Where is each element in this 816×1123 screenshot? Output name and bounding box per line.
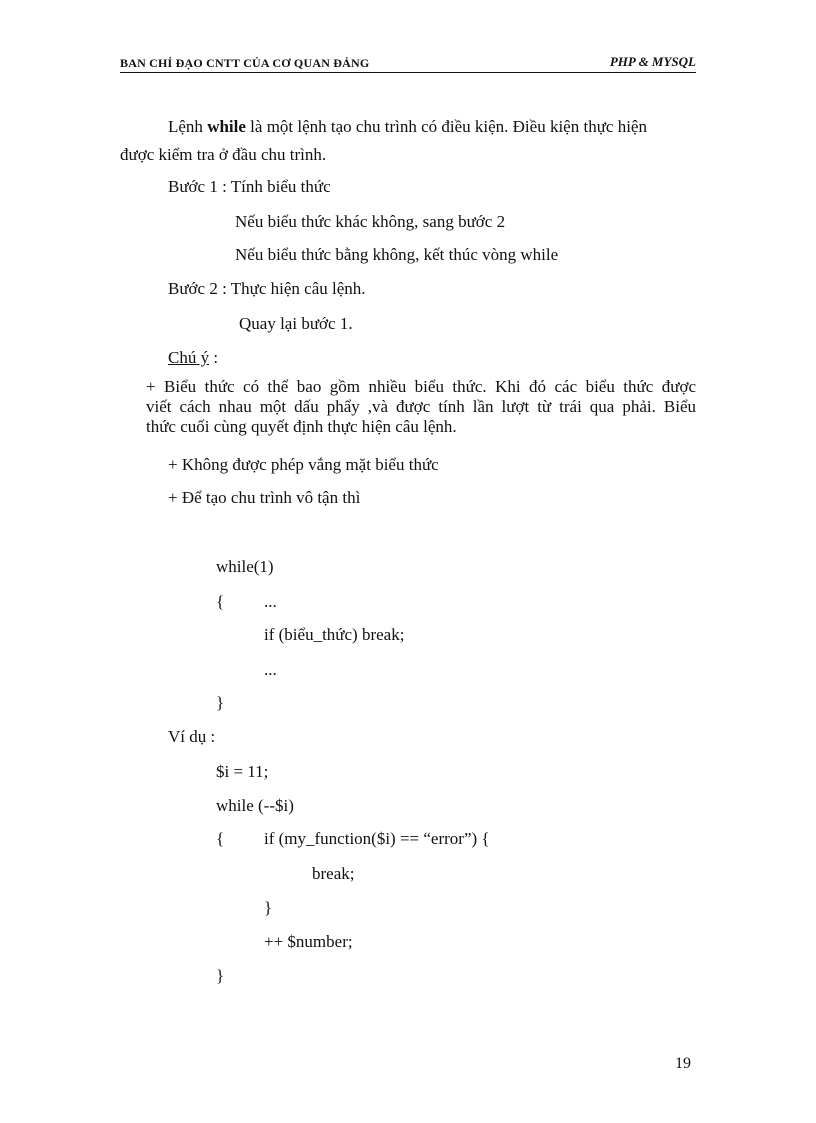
note-heading-suffix: : <box>209 348 219 367</box>
note-bullet-1-line-3: thức cuối cùng quyết định thực hiện câu lệnh. <box>146 417 457 436</box>
step-1-option-a: Nếu biểu thức khác không, sang bước 2 <box>235 212 506 231</box>
code1-while: while(1) <box>216 557 274 576</box>
intro-keyword: while <box>207 117 246 136</box>
example-inner-brace-close: } <box>264 898 273 917</box>
step-1-option-b: Nếu biểu thức bằng không, kết thúc vòng while <box>235 245 559 264</box>
note-heading <box>168 348 218 368</box>
example-increment: ++ $number; <box>264 932 353 951</box>
code1-ellipsis-2: ... <box>264 660 277 679</box>
step-2: Bước 2 : Thực hiện câu lệnh. <box>168 279 366 298</box>
code1-ellipsis-1: ... <box>264 592 277 611</box>
header-organization: BAN CHỈ ĐẠO CNTT CỦA CƠ QUAN ĐẢNG <box>120 56 370 70</box>
page-header <box>120 52 696 73</box>
header-subject: PHP & MYSQL <box>609 54 696 69</box>
page-number: 19 <box>675 1055 691 1072</box>
note-bullet-1-line-2: viết cách nhau một dấu phẩy ,và được tính lần lượt từ trái qua phải. Biểu <box>146 397 696 416</box>
step-2-option-a: Quay lại bước 1. <box>239 314 353 333</box>
example-while: while (--$i) <box>216 796 294 815</box>
step-1: Bước 1 : Tính biểu thức <box>168 177 331 196</box>
code1-brace-open: { <box>216 592 225 611</box>
code1-brace-close: } <box>216 693 225 712</box>
code1-if-break: if (biểu_thức) break; <box>264 625 405 644</box>
example-brace-open: { <box>216 829 225 848</box>
example-if: if (my_function($i) == “error”) { <box>264 829 490 848</box>
note-bullet-2: + Không được phép vắng mặt biểu thức <box>168 455 439 474</box>
example-break: break; <box>312 864 355 883</box>
note-bullet-1-line-1: + Biểu thức có thể bao gồm nhiều biểu thức. Khi đó các biểu thức được <box>146 377 696 396</box>
example-assign: $i = 11; <box>216 762 269 781</box>
intro-line-1 <box>168 117 647 137</box>
example-brace-close: } <box>216 966 225 985</box>
intro-prefix: Lệnh <box>168 117 208 136</box>
intro-rest: là một lệnh tạo chu trình có điều kiện. Điều kiện thực hiện <box>245 117 647 136</box>
note-bullet-1 <box>146 377 696 437</box>
note-heading-text: Chú ý <box>168 348 210 367</box>
note-bullet-3: + Để tạo chu trình vô tận thì <box>168 488 361 507</box>
intro-line-2: được kiểm tra ở đầu chu trình. <box>120 145 327 164</box>
example-label: Ví dụ : <box>168 727 216 746</box>
